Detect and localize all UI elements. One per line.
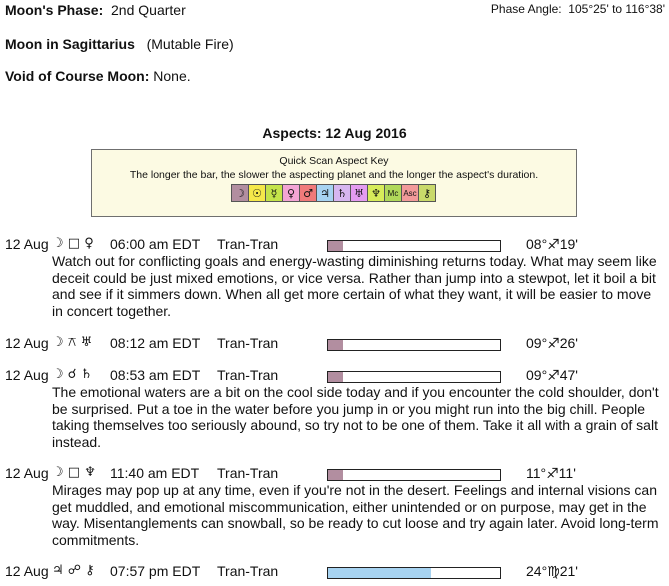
aspect-glyphs: ☽ □ ♆ — [52, 465, 96, 480]
void-value: None. — [153, 68, 191, 84]
aspect-type: Tran-Tran — [217, 563, 279, 579]
key-glyph-1: ☉ — [248, 184, 266, 202]
phase-angle-value: 105°25' to 116°38' — [568, 2, 665, 16]
aspect-degree: 09°♐47' — [526, 367, 578, 383]
void-of-course-line — [5, 68, 191, 84]
duration-bar-fill — [328, 241, 343, 251]
duration-bar-fill — [328, 340, 343, 350]
aspect-date: 12 Aug — [5, 335, 49, 351]
aspect-glyphs: ☽ □ ♀ — [52, 236, 94, 251]
aspect-description: Mirages may pop up at any time, even if you're not in the desert. Feelings and internal visions can get muddled, and emotional miscommunication, either unintended or on purpose, may get in the way. Misentanglements can snowball, so be ready to cut loose and try again later. Avoid long-term commitments. — [52, 482, 659, 548]
duration-bar — [327, 567, 501, 579]
quick-scan-key — [91, 149, 577, 217]
duration-bar — [327, 371, 501, 383]
aspect-row — [5, 563, 665, 583]
moon-sign-label: Moon in Sagittarius — [5, 36, 135, 52]
moon-sign-line — [5, 36, 234, 52]
key-glyph-4: ♂ — [299, 184, 317, 202]
moon-sign-value: (Mutable Fire) — [146, 36, 234, 52]
aspect-degree: 09°♐26' — [526, 335, 578, 351]
duration-bar-fill — [328, 568, 431, 578]
aspect-type: Tran-Tran — [217, 465, 279, 481]
key-glyph-8: ♆ — [367, 184, 385, 202]
duration-bar — [327, 240, 501, 252]
aspect-glyphs: ☽ ⚻ ♅ — [52, 335, 93, 350]
moon-phase-label: Moon's Phase: — [5, 2, 104, 18]
aspect-degree: 11°♐11' — [526, 465, 576, 481]
key-glyph-9: Mc — [384, 184, 402, 202]
aspect-time: 08:12 am EDT — [110, 335, 201, 351]
aspect-degree: 08°♐19' — [526, 236, 578, 252]
aspect-time: 06:00 am EDT — [110, 236, 201, 252]
aspect-time: 08:53 am EDT — [110, 367, 201, 383]
aspects-title: Aspects: 12 Aug 2016 — [262, 125, 407, 141]
moon-phase-value: 2nd Quarter — [111, 2, 186, 18]
aspect-row — [5, 335, 665, 355]
aspect-degree: 24°♍21' — [526, 563, 578, 579]
aspect-type: Tran-Tran — [217, 236, 279, 252]
aspect-date: 12 Aug — [5, 465, 49, 481]
key-glyph-5: ♃ — [316, 184, 334, 202]
key-glyph-11: ⚷ — [418, 184, 436, 202]
aspect-date: 12 Aug — [5, 563, 49, 579]
aspect-time: 11:40 am EDT — [110, 465, 200, 481]
aspect-type: Tran-Tran — [217, 367, 279, 383]
void-label: Void of Course Moon: — [5, 68, 150, 84]
key-title: Quick Scan Aspect Key — [279, 155, 389, 167]
duration-bar — [327, 339, 501, 351]
aspect-description: The emotional waters are a bit on the cool side today and if you encounter the cold shoulder, don't be surprised. Put a toe in the water before you jump in or you might run into the big chill. People taking themselves too seriously abound, so try not to be one of them. Take it all with a grain of salt instead. — [52, 384, 659, 450]
key-glyph-2: ☿ — [265, 184, 283, 202]
key-glyph-3: ♀ — [282, 184, 300, 202]
duration-bar-fill — [328, 470, 343, 480]
aspect-type: Tran-Tran — [217, 335, 279, 351]
key-glyph-6: ♄ — [333, 184, 351, 202]
aspect-date: 12 Aug — [5, 236, 49, 252]
aspect-date: 12 Aug — [5, 367, 49, 383]
duration-bar — [327, 469, 501, 481]
phase-angle-line — [491, 2, 665, 16]
key-glyph-0: ☽ — [231, 184, 249, 202]
aspect-glyphs: ♃ ☍ ⚷ — [52, 563, 95, 578]
key-glyph-7: ♅ — [350, 184, 368, 202]
moon-phase-line — [5, 2, 186, 18]
planet-glyph-legend — [92, 184, 576, 202]
key-subtitle: The longer the bar, the slower the aspecting planet and the longer the aspect's duration. — [129, 169, 539, 181]
duration-bar-fill — [328, 372, 343, 382]
key-glyph-10: Asc — [401, 184, 419, 202]
aspect-time: 07:57 pm EDT — [110, 563, 201, 579]
aspect-description: Watch out for conflicting goals and energy-wasting diminishing returns today. What may seem like deceit could be just mixed emotions, or vice versa. Rather than jump into a stewpot, let it boil a bit and see if it simmers down. When all get more certain of what they want, it will be easier to move in concert together. — [52, 253, 657, 319]
phase-angle-label: Phase Angle: — [490, 2, 562, 16]
aspect-glyphs: ☽ ☌ ♄ — [52, 367, 93, 382]
